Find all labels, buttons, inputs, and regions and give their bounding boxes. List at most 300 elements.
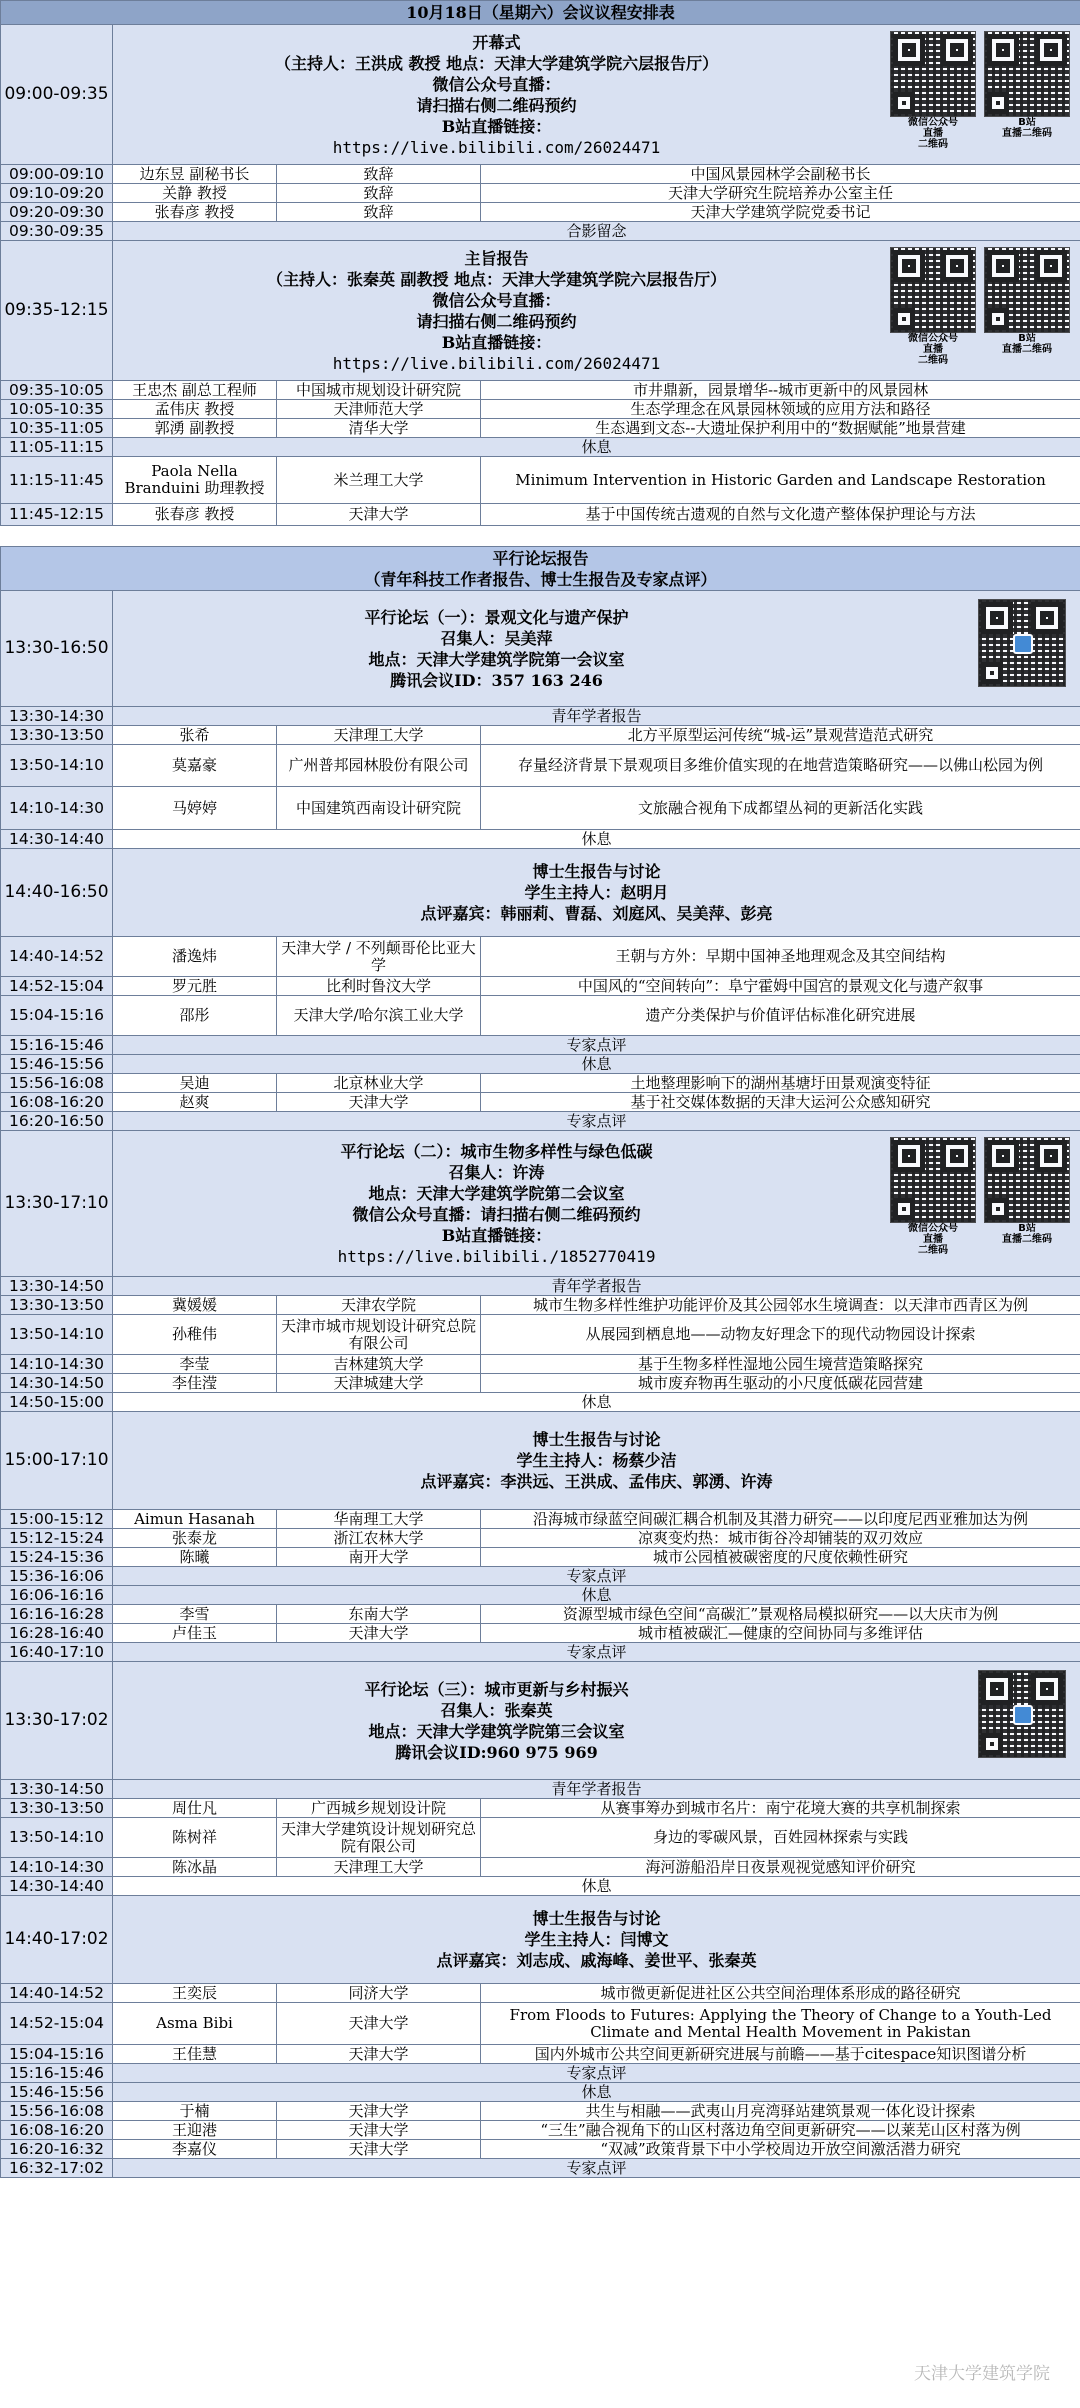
break-row [1, 2083, 1080, 2102]
block-line: 博士生报告与讨论 [532, 862, 661, 881]
time-cell: 15:46-15:56 [1, 2083, 113, 2102]
label-cell: 专家点评 [113, 1036, 1080, 1055]
time-cell: 13:50-14:10 [1, 1315, 113, 1355]
block-line: 主旨报告 [464, 248, 529, 268]
time-cell: 13:30-14:50 [1, 1780, 113, 1799]
topic-cell: 基于生物多样性湿地公园生境营造策略探究 [481, 1355, 1080, 1374]
break-row [1, 830, 1080, 849]
topic-cell: 基于中国传统古遗观的自然与文化遗产整体保护理论与方法 [481, 504, 1080, 526]
topic-cell: 身边的零碳风景，百姓园林探索与实践 [481, 1818, 1080, 1858]
block-line: 学生主持人：杨蔡少洁 [516, 1451, 677, 1470]
table-row [1, 2003, 1080, 2045]
label-cell: 专家点评 [113, 2159, 1080, 2178]
time-cell: 16:32-17:02 [1, 2159, 113, 2178]
block-line: 召集人：张秦英 [440, 1700, 553, 1720]
block-cell [113, 591, 1080, 707]
table-row [1, 1074, 1080, 1093]
block-line: 点评嘉宾：刘志成、戚海峰、姜世平、张秦英 [436, 1951, 757, 1970]
expert-row [1, 1036, 1080, 1055]
block-line: 微信公众号直播： [432, 74, 561, 94]
time-cell: 16:06-16:16 [1, 1586, 113, 1605]
topic-cell: 共生与相融——武夷山月亮湾驿站建筑景观一体化设计探索 [481, 2102, 1080, 2121]
label-cell: 休息 [113, 2083, 1080, 2102]
speaker-cell: 马婷婷 [113, 787, 277, 830]
affiliation-cell: 天津大学 [277, 1093, 481, 1112]
table-row [1, 504, 1080, 526]
speaker-cell: 李莹 [113, 1355, 277, 1374]
time-cell: 13:50-14:10 [1, 745, 113, 787]
speaker-cell: 关静 教授 [113, 184, 277, 203]
time-cell: 09:00-09:10 [1, 165, 113, 184]
block-line: 地点：天津大学建筑学院第三会议室 [368, 1721, 625, 1741]
qr-bilibili[interactable] [984, 247, 1070, 366]
break-row [1, 1393, 1080, 1412]
qr-codes [978, 1670, 1066, 1758]
speaker-cell: Aimun Hasanah [113, 1510, 277, 1529]
block-line: https://live.bilibili.com/26024471 [332, 137, 661, 157]
affiliation-cell: 天津农学院 [277, 1296, 481, 1315]
time-cell: 10:35-11:05 [1, 419, 113, 438]
qr-code-icon [978, 1670, 1066, 1758]
time-cell: 09:35-12:15 [1, 241, 113, 381]
time-cell: 14:40-14:52 [1, 1984, 113, 2003]
affiliation-cell: 天津大学 [277, 2102, 481, 2121]
time-cell: 09:00-09:35 [1, 25, 113, 165]
time-cell: 09:30-09:35 [1, 222, 113, 241]
table-row [1, 165, 1080, 184]
affiliation-cell: 天津大学 [277, 2003, 481, 2045]
topic-cell: 城市公园植被碳密度的尺度依赖性研究 [481, 1548, 1080, 1567]
time-cell: 15:12-15:24 [1, 1529, 113, 1548]
speaker-cell: 王迎港 [113, 2121, 277, 2140]
time-cell: 14:10-14:30 [1, 1858, 113, 1877]
speaker-cell: 张希 [113, 726, 277, 745]
table-row [1, 2045, 1080, 2064]
affiliation-cell: 天津大学 / 不列颠哥伦比亚大学 [277, 937, 481, 977]
table-row [1, 1818, 1080, 1858]
phd-block [1, 849, 1080, 937]
affiliation-cell: 北京林业大学 [277, 1074, 481, 1093]
expert-row [1, 2064, 1080, 2083]
expert-row [1, 1643, 1080, 1662]
qr-codes [890, 1137, 1070, 1256]
watermark: 天津大学建筑学院 [914, 2364, 1050, 2384]
time-cell: 14:10-14:30 [1, 1355, 113, 1374]
block-line: https://live.bilibili.com/26024471 [332, 353, 661, 373]
phd-block [1, 1896, 1080, 1984]
block-cell [113, 1896, 1080, 1984]
topic-cell: 从展园到栖息地——动物友好理念下的现代动物园设计探索 [481, 1315, 1080, 1355]
label-cell: 青年学者报告 [113, 1780, 1080, 1799]
label-cell: 专家点评 [113, 1643, 1080, 1662]
qr-bilibili[interactable] [984, 31, 1070, 150]
block-line: 学生主持人：闫博文 [524, 1930, 669, 1949]
table-row [1, 1799, 1080, 1818]
time-cell: 14:52-15:04 [1, 2003, 113, 2045]
time-cell: 14:50-15:00 [1, 1393, 113, 1412]
topic-cell: 文旅融合视角下成都望丛祠的更新活化实践 [481, 787, 1080, 830]
block-line: 平行论坛（一）：景观文化与遗产保护 [364, 607, 629, 627]
qr-codes [890, 247, 1070, 366]
time-cell: 14:40-17:02 [1, 1896, 113, 1984]
affiliation-cell: 天津市城市规划设计研究总院有限公司 [277, 1315, 481, 1355]
topic-cell: 城市植被碳汇—健康的空间协同与多维评估 [481, 1624, 1080, 1643]
label-cell: 专家点评 [113, 1567, 1080, 1586]
speaker-cell: 陈曦 [113, 1548, 277, 1567]
qr-caption: 微信公众号 直播 二维码 [908, 117, 959, 150]
table-row [1, 2140, 1080, 2159]
topic-cell: Minimum Intervention in Historic Garden and Landscape Restoration [481, 457, 1080, 504]
time-cell: 11:45-12:15 [1, 504, 113, 526]
affiliation-cell: 同济大学 [277, 1984, 481, 2003]
qr-bilibili[interactable] [984, 1137, 1070, 1256]
speaker-cell: 张泰龙 [113, 1529, 277, 1548]
speaker-cell: 陈冰晶 [113, 1858, 277, 1877]
qr-codes [890, 31, 1070, 150]
block-line: 开幕式 [472, 32, 521, 52]
topic-cell: “三生”融合视角下的山区村落边角空间更新研究——以莱芜山区村落为例 [481, 2121, 1080, 2140]
young-scholars-row [1, 1277, 1080, 1296]
topic-cell: 王朝与方外：早期中国神圣地理观念及其空间结构 [481, 937, 1080, 977]
label-cell: 青年学者报告 [113, 707, 1080, 726]
table-row [1, 977, 1080, 996]
speaker-cell: 陈树祥 [113, 1818, 277, 1858]
topic-cell: 从赛事筹办到城市名片：南宁花境大赛的共享机制探索 [481, 1799, 1080, 1818]
time-cell: 15:56-16:08 [1, 2102, 113, 2121]
time-cell: 13:30-17:02 [1, 1662, 113, 1780]
speaker-cell: 于楠 [113, 2102, 277, 2121]
table-row [1, 2102, 1080, 2121]
time-cell: 16:16-16:28 [1, 1605, 113, 1624]
topic-cell: 天津大学研究生院培养办公室主任 [481, 184, 1080, 203]
speaker-cell: Paola Nella Branduini 助理教授 [113, 457, 277, 504]
young-scholars-row [1, 1780, 1080, 1799]
time-cell: 16:20-16:50 [1, 1112, 113, 1131]
block-line: B站直播链接： [441, 1225, 552, 1245]
speaker-cell: 孙稚伟 [113, 1315, 277, 1355]
time-cell: 13:50-14:10 [1, 1818, 113, 1858]
time-cell: 16:20-16:32 [1, 2140, 113, 2159]
block-line: 召集人：许涛 [448, 1162, 545, 1182]
block-line: 点评嘉宾：韩丽莉、曹磊、刘庭风、吴美萍、彭亮 [420, 904, 773, 923]
topic-cell: 遗产分类保护与价值评估标准化研究进展 [481, 996, 1080, 1036]
block-line: 博士生报告与讨论 [532, 1430, 661, 1449]
speaker-cell: 边东昱 副秘书长 [113, 165, 277, 184]
speaker-cell: 王奕辰 [113, 1984, 277, 2003]
table-row [1, 419, 1080, 438]
time-cell: 09:20-09:30 [1, 203, 113, 222]
table-row [1, 1315, 1080, 1355]
block-line: 微信公众号直播： [432, 290, 561, 310]
table-row [1, 381, 1080, 400]
speaker-cell: 赵爽 [113, 1093, 277, 1112]
affiliation-cell: 天津大学 [277, 2045, 481, 2064]
qr-wechat[interactable] [890, 31, 976, 150]
block-line: 请扫描右侧二维码预约 [416, 311, 577, 331]
table-row [1, 726, 1080, 745]
qr-caption: B站 直播二维码 [1002, 333, 1053, 355]
label-cell: 专家点评 [113, 1112, 1080, 1131]
topic-cell: 存量经济背景下景观项目多维价值实现的在地营造策略研究——以佛山松园为例 [481, 745, 1080, 787]
opening-block [1, 25, 1080, 165]
speaker-cell: 李雪 [113, 1605, 277, 1624]
time-cell: 13:30-13:50 [1, 1296, 113, 1315]
table-row [1, 203, 1080, 222]
affiliation-cell: 广州普邦园林股份有限公司 [277, 745, 481, 787]
qr-code-icon [978, 599, 1066, 687]
affiliation-cell: 天津大学 [277, 2121, 481, 2140]
topic-cell: 中国风的“空间转向”：阜宁霍姆中国宫的景观文化与遗产叙事 [481, 977, 1080, 996]
time-cell: 13:30-13:50 [1, 726, 113, 745]
block-line: 点评嘉宾：李洪远、王洪成、孟伟庆、郭湧、许涛 [420, 1472, 773, 1491]
topic-cell: 中国风景园林学会副秘书长 [481, 165, 1080, 184]
topic-cell: 资源型城市绿色空间“高碳汇”景观格局模拟研究——以大庆市为例 [481, 1605, 1080, 1624]
expert-row [1, 1567, 1080, 1586]
block-cell [113, 1131, 1080, 1277]
affiliation-cell: 比利时鲁汶大学 [277, 977, 481, 996]
time-cell: 14:30-14:40 [1, 830, 113, 849]
block-cell [113, 1412, 1080, 1510]
label-cell: 休息 [113, 1393, 1080, 1412]
time-cell: 16:08-16:20 [1, 1093, 113, 1112]
table-row [1, 1510, 1080, 1529]
table-row [1, 2121, 1080, 2140]
table-row [1, 996, 1080, 1036]
affiliation-cell: 天津大学 [277, 1624, 481, 1643]
affiliation-cell: 天津理工大学 [277, 726, 481, 745]
time-cell: 15:46-15:56 [1, 1055, 113, 1074]
time-cell: 13:30-14:30 [1, 707, 113, 726]
label-cell: 休息 [113, 438, 1080, 457]
affiliation-cell: 华南理工大学 [277, 1510, 481, 1529]
time-cell: 13:30-14:50 [1, 1277, 113, 1296]
topic-cell: 城市生物多样性维护功能评价及其公园邻水生境调查：以天津市西青区为例 [481, 1296, 1080, 1315]
speaker-cell: 李嘉仪 [113, 2140, 277, 2159]
speaker-cell: 李佳滢 [113, 1374, 277, 1393]
parallel-title: 平行论坛报告 （青年科技工作者报告、博士生报告及专家点评） [1, 547, 1080, 591]
qr-caption: B站 直播二维码 [1002, 1223, 1053, 1245]
speaker-cell: 张春彦 教授 [113, 504, 277, 526]
affiliation-cell: 致辞 [277, 203, 481, 222]
topic-cell: 国内外城市公共空间更新研究进展与前瞻——基于citespace知识图谱分析 [481, 2045, 1080, 2064]
speaker-cell: 莫嘉豪 [113, 745, 277, 787]
topic-cell: 沿海城市绿蓝空间碳汇耦合机制及其潜力研究——以印度尼西亚雅加达为例 [481, 1510, 1080, 1529]
time-cell: 14:52-15:04 [1, 977, 113, 996]
qr-code-icon [890, 247, 976, 333]
affiliation-cell: 米兰理工大学 [277, 457, 481, 504]
qr-caption: 微信公众号 直播 二维码 [908, 1223, 959, 1256]
time-cell: 13:30-13:50 [1, 1799, 113, 1818]
time-cell: 15:00-15:12 [1, 1510, 113, 1529]
block-line: 学生主持人：赵明月 [524, 883, 669, 902]
speaker-cell: 吴迪 [113, 1074, 277, 1093]
affiliation-cell: 天津大学 [277, 2140, 481, 2159]
qr-caption: B站 直播二维码 [1002, 117, 1053, 139]
block-line: 腾讯会议ID：357 163 246 [390, 670, 603, 690]
qr-code-icon [984, 1137, 1070, 1223]
time-cell: 13:30-17:10 [1, 1131, 113, 1277]
qr-tencent[interactable] [978, 1670, 1066, 1758]
affiliation-cell: 天津大学建筑设计规划研究总院有限公司 [277, 1818, 481, 1858]
topic-cell: 凉爽变灼热：城市街谷冷却铺装的双刃效应 [481, 1529, 1080, 1548]
parallel-header [1, 547, 1080, 591]
affiliation-cell: 清华大学 [277, 419, 481, 438]
qr-code-icon [890, 31, 976, 117]
speaker-cell: 周仕凡 [113, 1799, 277, 1818]
speaker-cell: 邵彤 [113, 996, 277, 1036]
keynote-block [1, 241, 1080, 381]
title-row [1, 1, 1080, 25]
qr-wechat[interactable] [890, 1137, 976, 1256]
parallel-table [0, 546, 1080, 2178]
topic-cell: 生态学理念在风景园林领域的应用方法和路径 [481, 400, 1080, 419]
affiliation-cell: 天津大学/哈尔滨工业大学 [277, 996, 481, 1036]
speaker-cell: 王佳慧 [113, 2045, 277, 2064]
block-line: 召集人：吴美萍 [440, 628, 553, 648]
speaker-cell: 卢佳玉 [113, 1624, 277, 1643]
time-cell: 15:56-16:08 [1, 1074, 113, 1093]
speaker-cell: 冀媛媛 [113, 1296, 277, 1315]
table-row [1, 1858, 1080, 1877]
label-cell: 休息 [113, 1877, 1080, 1896]
block-line: 平行论坛（二）：城市生物多样性与绿色低碳 [340, 1141, 653, 1161]
time-cell: 15:24-15:36 [1, 1548, 113, 1567]
block-line: （主持人：王洪成 教授 地点：天津大学建筑学院六层报告厅） [274, 53, 719, 73]
block-line: B站直播链接： [441, 332, 552, 352]
topic-cell: 土地整理影响下的湖州基塘圩田景观演变特征 [481, 1074, 1080, 1093]
table-row [1, 745, 1080, 787]
affiliation-cell: 中国建筑西南设计研究院 [277, 787, 481, 830]
qr-code-icon [984, 31, 1070, 117]
topic-cell: 城市废弃物再生驱动的小尺度低碳花园营建 [481, 1374, 1080, 1393]
topic-cell: From Floods to Futures: Applying the Theory of Change to a Youth-Led Climate and Mental Health Movement in Pakistan [481, 2003, 1080, 2045]
speaker-cell: 潘逸炜 [113, 937, 277, 977]
qr-caption: 微信公众号 直播 二维码 [908, 333, 959, 366]
topic-cell: 基于社交媒体数据的天津大运河公众感知研究 [481, 1093, 1080, 1112]
time-cell: 15:04-15:16 [1, 2045, 113, 2064]
table-row [1, 1296, 1080, 1315]
block-cell [113, 1662, 1080, 1780]
table-row [1, 937, 1080, 977]
label-cell: 休息 [113, 830, 1080, 849]
time-cell: 16:08-16:20 [1, 2121, 113, 2140]
block-line: （主持人：张秦英 副教授 地点：天津大学建筑学院六层报告厅） [266, 269, 727, 289]
time-cell: 15:16-15:46 [1, 2064, 113, 2083]
topic-cell: 海河游船沿岸日夜景观视觉感知评价研究 [481, 1858, 1080, 1877]
qr-code-icon [984, 247, 1070, 333]
table-row [1, 1529, 1080, 1548]
affiliation-cell: 南开大学 [277, 1548, 481, 1567]
photo-row [1, 222, 1080, 241]
table-row [1, 1374, 1080, 1393]
time-cell: 14:30-14:50 [1, 1374, 113, 1393]
speaker-cell: 罗元胜 [113, 977, 277, 996]
time-cell: 15:36-16:06 [1, 1567, 113, 1586]
affiliation-cell: 天津理工大学 [277, 1858, 481, 1877]
qr-wechat[interactable] [890, 247, 976, 366]
speaker-cell: 王忠杰 副总工程师 [113, 381, 277, 400]
time-cell: 09:10-09:20 [1, 184, 113, 203]
expert-row [1, 1112, 1080, 1131]
block-line: 博士生报告与讨论 [532, 1909, 661, 1928]
time-cell: 14:10-14:30 [1, 787, 113, 830]
speaker-cell: 张春彦 教授 [113, 203, 277, 222]
affiliation-cell: 广西城乡规划设计院 [277, 1799, 481, 1818]
time-cell: 16:40-17:10 [1, 1643, 113, 1662]
time-cell: 14:40-16:50 [1, 849, 113, 937]
forum-block [1, 591, 1080, 707]
time-cell: 16:28-16:40 [1, 1624, 113, 1643]
affiliation-cell: 致辞 [277, 184, 481, 203]
speaker-cell: 孟伟庆 教授 [113, 400, 277, 419]
affiliation-cell: 东南大学 [277, 1605, 481, 1624]
label-cell: 休息 [113, 1055, 1080, 1074]
time-cell: 14:30-14:40 [1, 1877, 113, 1896]
break-row [1, 1586, 1080, 1605]
time-cell: 15:00-17:10 [1, 1412, 113, 1510]
affiliation-cell: 吉林建筑大学 [277, 1355, 481, 1374]
affiliation-cell: 浙江农林大学 [277, 1529, 481, 1548]
topic-cell: 城市微更新促进社区公共空间治理体系形成的路径研究 [481, 1984, 1080, 2003]
speaker-cell: Asma Bibi [113, 2003, 277, 2045]
expert-row [1, 2159, 1080, 2178]
table-row [1, 1984, 1080, 2003]
affiliation-cell: 天津大学 [277, 504, 481, 526]
table-row [1, 184, 1080, 203]
affiliation-cell: 天津城建大学 [277, 1374, 481, 1393]
time-cell: 11:05-11:15 [1, 438, 113, 457]
qr-codes [978, 599, 1066, 687]
table-row [1, 1355, 1080, 1374]
block-line: 地点：天津大学建筑学院第一会议室 [368, 649, 625, 669]
time-cell: 15:04-15:16 [1, 996, 113, 1036]
block-cell [113, 241, 1080, 381]
forum-block [1, 1131, 1080, 1277]
label-cell: 合影留念 [113, 222, 1080, 241]
label-cell: 青年学者报告 [113, 1277, 1080, 1296]
time-cell: 11:15-11:45 [1, 457, 113, 504]
break-row [1, 1877, 1080, 1896]
affiliation-cell: 天津师范大学 [277, 400, 481, 419]
affiliation-cell: 中国城市规划设计研究院 [277, 381, 481, 400]
break-row [1, 438, 1080, 457]
agenda-table [0, 0, 1080, 526]
block-line: B站直播链接： [441, 116, 552, 136]
topic-cell: 生态遇到文态--大遗址保护利用中的“数据赋能”地景营建 [481, 419, 1080, 438]
block-line: https://live.bilibili./1852770419 [337, 1246, 656, 1266]
page-title: 10月18日（星期六）会议议程安排表 [1, 1, 1080, 25]
block-cell [113, 25, 1080, 165]
block-line: 腾讯会议ID:960 975 969 [395, 1742, 598, 1762]
break-row [1, 1055, 1080, 1074]
qr-tencent[interactable] [978, 599, 1066, 687]
time-cell: 13:30-16:50 [1, 591, 113, 707]
block-line: 请扫描右侧二维码预约 [416, 95, 577, 115]
table-row [1, 1548, 1080, 1567]
young-scholars-row [1, 707, 1080, 726]
time-cell: 10:05-10:35 [1, 400, 113, 419]
topic-cell: “双减”政策背景下中小学校周边开放空间激活潜力研究 [481, 2140, 1080, 2159]
qr-code-icon [890, 1137, 976, 1223]
phd-block [1, 1412, 1080, 1510]
block-cell [113, 849, 1080, 937]
speaker-cell: 郭湧 副教授 [113, 419, 277, 438]
label-cell: 休息 [113, 1586, 1080, 1605]
table-row [1, 1093, 1080, 1112]
forum-block [1, 1662, 1080, 1780]
time-cell: 14:40-14:52 [1, 937, 113, 977]
table-row [1, 457, 1080, 504]
